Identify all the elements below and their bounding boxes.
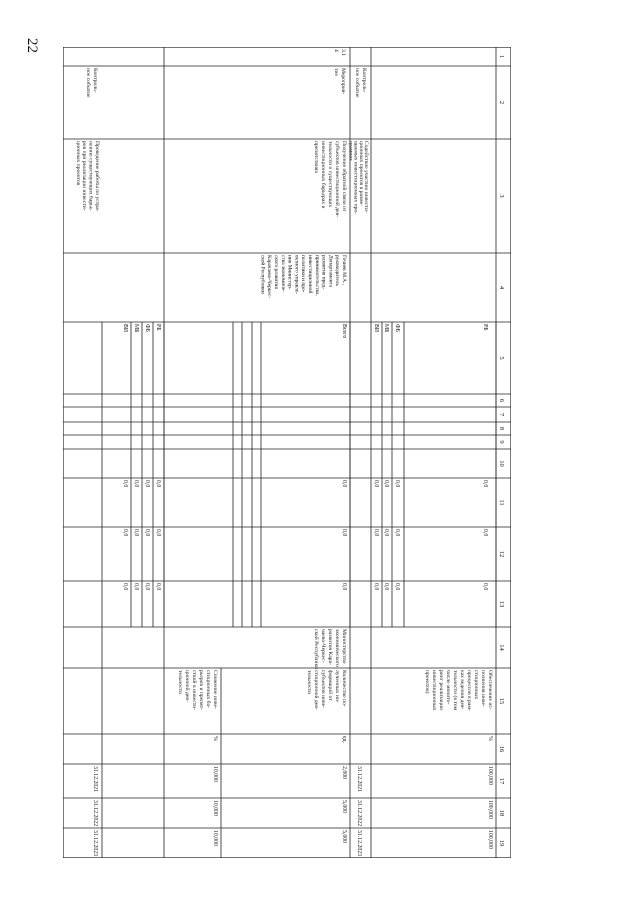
funding-source-label: ФБ [144,324,150,332]
value-col-13: 0,0 [122,583,128,591]
indicator-text: Количество по- [341,670,347,707]
date-2021: 31.12.2021 [92,766,98,793]
value-2021: 10,000 [212,766,218,782]
responsible-text: ния Министер- [286,255,293,290]
executor-text: экономического [334,629,340,667]
column-header-18: 18 [498,809,505,817]
date-2022: 31.12.2022 [92,800,98,827]
value-2022: 10,000 [212,800,218,816]
column-header-4: 4 [498,285,505,290]
value-col-11: 0,0 [482,480,488,488]
column-header-10: 10 [498,460,505,467]
value-col-12: 0,0 [122,529,128,537]
executor-text: чаево-Черкес- [320,629,326,663]
indicator-text: тельности (в том [452,670,458,711]
event-type-text: Контроль- [92,68,98,93]
value-col-13: 0,0 [394,583,400,591]
event-type-text: Контроль- [361,68,367,93]
unit-text: % [487,736,493,741]
date-2021: 31.12.2021 [356,766,362,793]
value-col-13: 0,0 [155,583,161,591]
value-col-12: 0,0 [341,529,347,537]
value-col-13: 0,0 [341,583,347,591]
value-2023: 10,000 [212,830,218,846]
event-description-text: субъектов инвестиционной дея- [334,141,340,217]
value-col-11: 0,0 [373,480,379,488]
responsible-text: инвестиционной [307,255,313,294]
unit-text: ед. [341,736,347,743]
value-col-11: 0,0 [144,480,150,488]
event-description-text: ров при реализации инвести- [81,141,88,211]
event-description-text: ционных проектов в разме- [357,141,364,207]
value-col-12: 0,0 [155,529,161,537]
funding-source-label: ВИ [122,324,128,333]
funding-source-label: Всего [341,324,347,339]
column-header-13: 13 [498,600,505,608]
indicator-text: рьеров и препят- [198,670,204,711]
event-type-text: ное событие [354,68,360,98]
indicator-text: ствий в инвести- [191,670,197,710]
event-description-text: препятствиях [313,141,319,174]
value-2021: 2,000 [341,766,347,780]
responsible-text: ектного управле- [293,255,300,295]
column-header-6: 6 [498,398,505,403]
indicator-text: полнения инве- [480,670,486,707]
funding-source-label: РБ [155,324,161,331]
value-col-11: 0,0 [383,480,389,488]
value-col-13: 0,0 [383,583,389,591]
event-description-text: ционных проектов [74,141,81,186]
value-col-12: 0,0 [482,529,488,537]
event-type-text: тие [333,68,339,76]
date-2023: 31.12.2023 [92,830,98,857]
indicator-text: стиционных [473,670,479,700]
responsible-text: ства экономиче- [279,255,286,292]
page-number: 22 [24,38,40,53]
value-col-12: 0,0 [133,529,139,537]
value-2023: 5,000 [341,830,347,844]
value-col-12: 0,0 [144,529,150,537]
value-2022: 5,000 [341,800,347,814]
value-col-11: 0,0 [341,480,347,488]
indicator-text: стиционных ба- [205,670,211,708]
value-2023: 100,000 [487,830,493,849]
column-header-3: 3 [498,194,505,198]
funding-source-label: ФБ [394,324,400,332]
indicator-text: стиционной дея- [313,670,319,710]
event-description-text: Содействие участию инвести- [363,141,369,213]
indicator-text: ках ведения дея- [459,670,465,710]
column-header-9: 9 [498,440,505,444]
column-header-15: 15 [498,697,505,705]
responsible-text: Гочиев М.А., [341,255,347,285]
column-header-12: 12 [498,550,505,558]
value-col-11: 0,0 [122,480,128,488]
column-header-19: 19 [498,839,505,847]
column-header-7: 7 [498,412,505,417]
event-description-text: Проведение работы по устра- [94,141,100,212]
unit-text: % [212,736,218,741]
column-header-8: 8 [498,426,505,431]
indicator-text: лученных ин- [334,670,340,703]
event-description-text: нению существующих барье- [87,141,94,212]
indicator-text: тельности [177,670,183,695]
funding-source-label: МБ [383,324,389,333]
column-header-16: 16 [498,745,505,753]
column-header-17: 17 [498,777,505,785]
executor-text: развития Кара- [327,629,333,665]
row-number-text: 3.1 [340,49,346,56]
indicator-text: субъектов инве- [320,670,326,709]
row-number-text: 4 [333,49,339,52]
responsible-text: руководитель [334,255,341,286]
responsible-text: Карачаево-Черкес- [266,255,273,299]
date-2023: 31.12.2023 [356,830,362,857]
event-description-text: граммах [347,141,354,161]
event-description-text: инвестиционных барьерах и [320,141,326,209]
indicator-text: тельности [306,670,312,695]
value-2022: 100,000 [487,800,493,819]
column-header-1: 1 [498,54,505,59]
indicator-text: процессов в рам- [466,670,472,711]
indicator-text: инвестиционных [431,670,437,711]
column-header-14: 14 [498,644,505,651]
indicator-text: формаций от [327,670,333,701]
value-col-11: 0,0 [155,480,161,488]
event-description-text: щаемых инвестиционных про- [352,141,359,215]
indicator-text: числе монито- [445,670,451,705]
value-col-12: 0,0 [383,529,389,537]
event-type-text: Мероприя- [340,68,346,95]
responsible-text: Департамента [327,255,334,288]
indicator-text: проектов) [424,670,430,694]
responsible-text: ского развития [273,255,279,289]
event-type-text: ное событие [85,68,91,98]
funding-source-label: ВИ [373,324,379,333]
value-col-12: 0,0 [394,529,400,537]
value-col-11: 0,0 [133,480,139,488]
date-2022: 31.12.2022 [356,800,362,827]
value-col-13: 0,0 [482,583,488,591]
funding-source-label: МБ [133,324,139,333]
indicator-text: ционной дея- [184,670,190,702]
value-2021: 100,000 [487,766,493,785]
responsible-text: политики и про- [300,255,307,293]
column-header-5: 5 [498,356,505,360]
indicator-text: ринг реализации [438,670,444,710]
value-col-11: 0,0 [394,480,400,488]
executor-text: ской Республики [313,629,319,670]
value-col-13: 0,0 [373,583,379,591]
executor-text: Министерство [341,629,347,664]
indicator-text: Снижение инве- [212,670,218,709]
column-header-11: 11 [498,499,505,506]
value-col-13: 0,0 [144,583,150,591]
rotated-table [63,47,511,858]
responsible-text: развития пред- [320,255,327,290]
responsible-text: принимательства, [313,255,320,296]
event-description-text: тельности о существующих [327,141,333,208]
column-header-2: 2 [498,100,505,105]
value-col-12: 0,0 [373,529,379,537]
indicator-text: Обеспечение ис- [487,670,493,710]
responsible-text: ской Республики [259,255,266,294]
event-description-text: Получение обратной связи от [341,141,347,212]
funding-source-label: РБ [482,324,488,331]
value-col-13: 0,0 [133,583,139,591]
